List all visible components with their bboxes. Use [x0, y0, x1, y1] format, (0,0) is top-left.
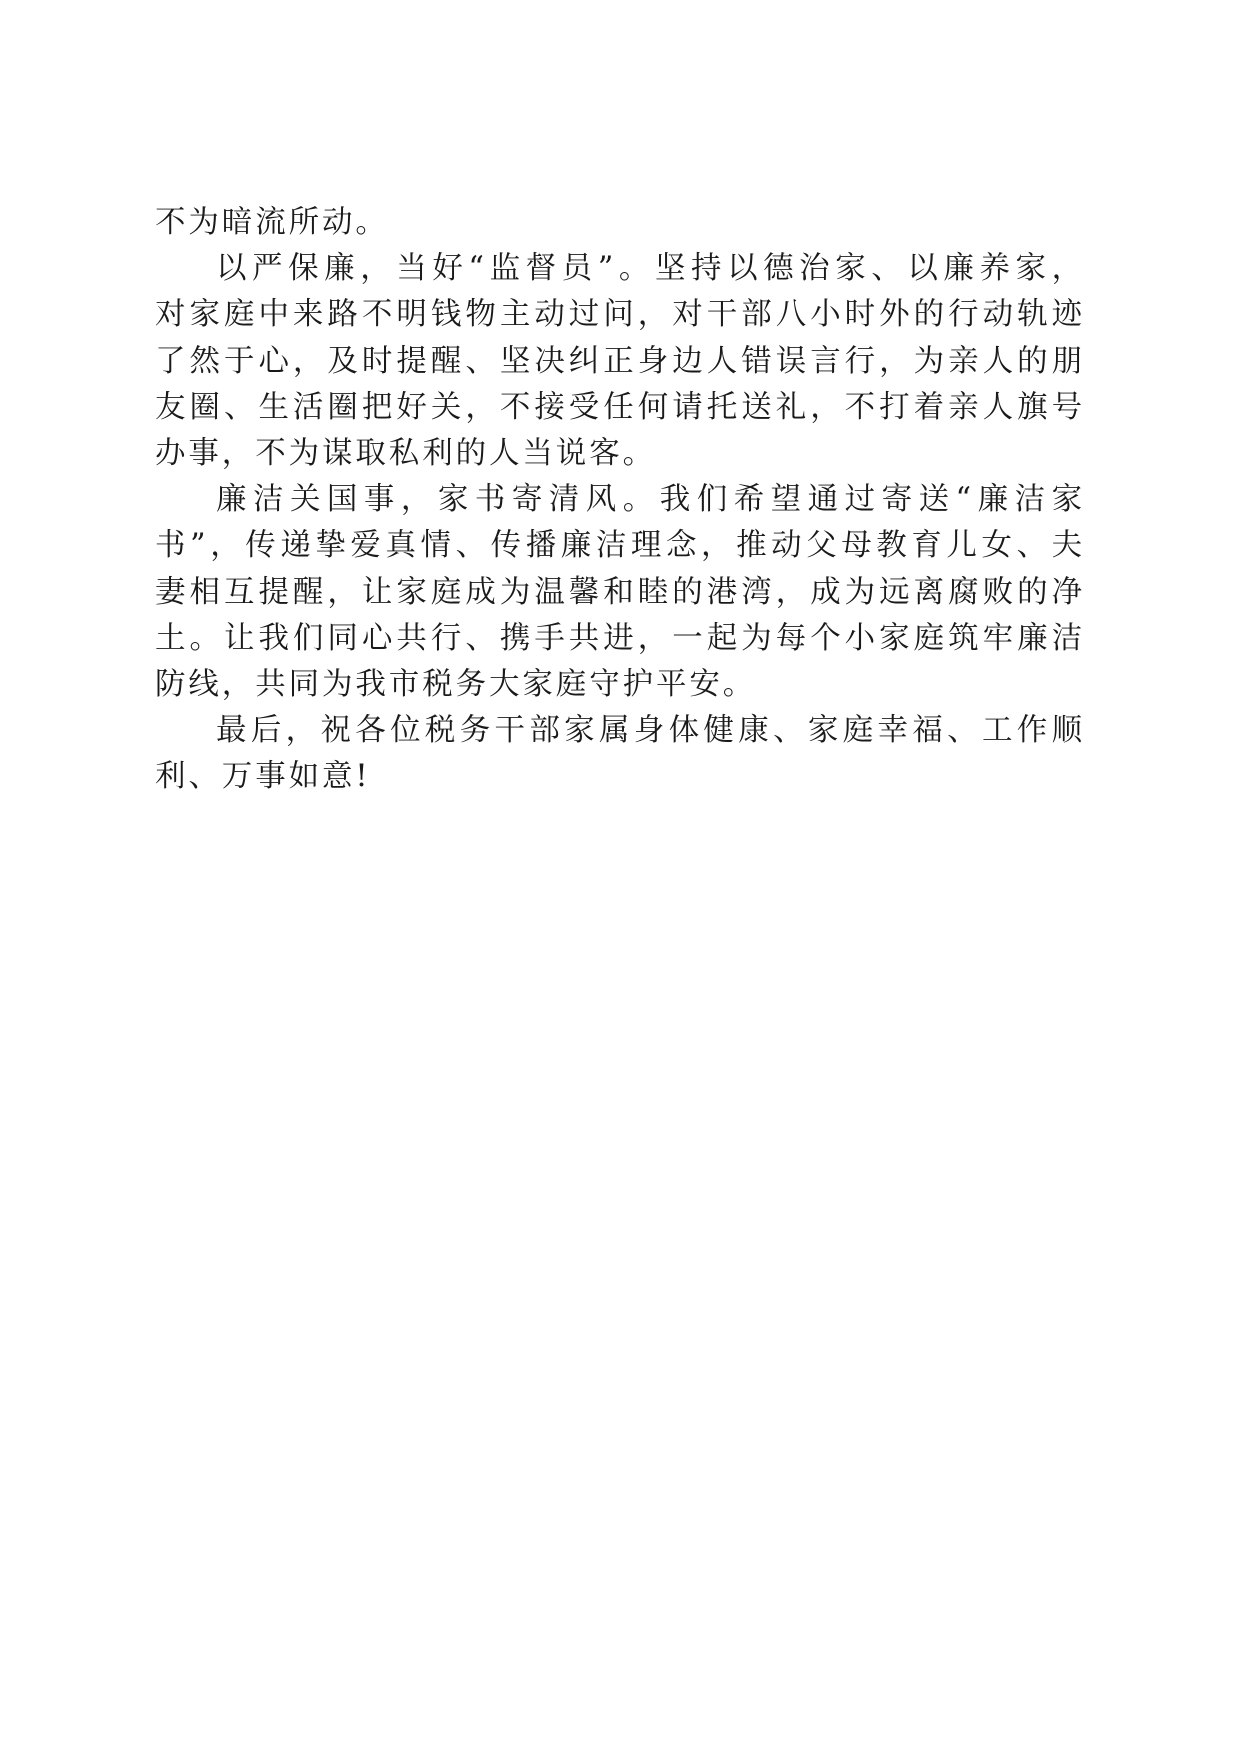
paragraph-line: 利、万事如意!: [155, 759, 371, 795]
paragraph-line: 了然于心，及时提醒、坚决纠正身边人错误言行，为亲人的朋: [155, 343, 1085, 379]
paragraph-2: [155, 246, 1085, 477]
paragraph-line: 以严保廉，当好“监督员”。坚持以德治家、以廉养家，: [216, 251, 1085, 287]
paragraph-line: 办事，不为谋取私利的人当说客。: [155, 436, 656, 472]
paragraph-line: 友圈、生活圈把好关，不接受任何请托送礼，不打着亲人旗号: [155, 389, 1085, 425]
paragraph-line: 最后，祝各位税务干部家属身体健康、家庭幸福、工作顺: [216, 713, 1085, 749]
paragraph-line: 妻相互提醒，让家庭成为温馨和睦的港湾，成为远离腐败的净: [155, 574, 1085, 610]
paragraph-line: 土。让我们同心共行、携手共进，一起为每个小家庭筑牢廉洁: [155, 620, 1085, 656]
paragraph-line: 书”，传递挚爱真情、传播廉洁理念，推动父母教育儿女、夫: [155, 528, 1085, 564]
paragraph-line: 不为暗流所动。: [155, 205, 389, 240]
document-body: [155, 200, 1085, 801]
paragraph-4: [155, 708, 1085, 800]
paragraph-1: [155, 200, 1085, 246]
paragraph-3: [155, 477, 1085, 708]
paragraph-line: 廉洁关国事，家书寄清风。我们希望通过寄送“廉洁家: [216, 482, 1085, 518]
paragraph-line: 防线，共同为我市税务大家庭守护平安。: [155, 667, 757, 703]
paragraph-line: 对家庭中来路不明钱物主动过问，对干部八小时外的行动轨迹: [155, 297, 1085, 333]
